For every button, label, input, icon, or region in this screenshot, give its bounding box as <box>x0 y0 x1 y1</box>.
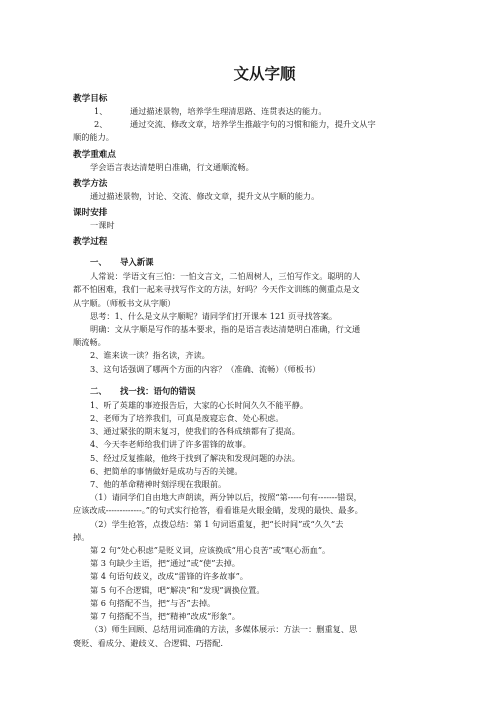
text-line: 明确：文从字顺是写作的基本要求，指的是语言表达清楚明白准确，行文通 <box>90 324 361 335</box>
text-line: 人常说：学语文有三怕：一怕文言文，二怕周树人，三怕写作文。聪明的人 <box>90 271 361 282</box>
text-line: 第 2 句“处心积虑”是贬义词，应该换成“用心良苦”或“呕心沥血”。 <box>90 545 331 556</box>
section-heading: 一、 导入新课 <box>90 257 154 268</box>
goal-item: 2、 通过交流、修改文章，培养学生推敲字句的习惯和能力，提升文从字 <box>94 119 376 130</box>
text-line: 第 4 句语句歧义，改成“雷锋的许多故事”。 <box>90 571 248 582</box>
text-line: 顺流畅。 <box>73 337 106 348</box>
text-line: 5、经过反复推敲，他终于找到了解决和发现问题的办法。 <box>90 452 300 463</box>
focus-heading: 教学重难点 <box>73 149 116 160</box>
text-line: 第 7 句搭配不当，把“精神”改成“形象”。 <box>90 611 240 622</box>
text-line: （2）学生抢答，点拨总结：第 1 句词语重复，把“长时间”或“久久”去 <box>90 518 344 529</box>
text-line: 2、老师为了培养我们，可真是废寝忘食、处心积虑。 <box>90 413 284 424</box>
text-line: （1）请同学们自由地大声朗读，两分钟以后，按照“第-----句有-------错误， <box>90 492 362 503</box>
section-body <box>73 270 456 376</box>
document-title: 文从字顺 <box>233 65 296 83</box>
goal-item-continued: 顺的能力。 <box>73 132 114 143</box>
text-line: 掉。 <box>73 531 90 542</box>
text-line: 思考：1、什么是文从字顺呢？请同学们打开课本 121 页寻找答案。 <box>90 310 338 321</box>
schedule-heading: 课时安排 <box>73 208 108 219</box>
section-body <box>73 399 456 650</box>
text-line: 应该改成-------------。”的句式实行抢答，看看谁是火眼金睛，发现的最快、最多。 <box>73 505 363 516</box>
text-line: 第 5 句不合逻辑，吧“解决”和“发现”调换位置。 <box>90 584 265 595</box>
focus-text: 学会语言表达清楚明白准确，行文通顺流畅。 <box>90 161 254 172</box>
text-line: 第 3 句缺少主语，把“通过”或“使”去掉。 <box>90 558 240 569</box>
goals-heading: 教学目标 <box>73 94 108 104</box>
text-line: 都不怕困难，我们一起来寻找写作文的方法，好吗？今天作文训练的侧重点是文 <box>73 284 360 295</box>
text-line: 1、听了英雄的事迹报告后，大家的心长时间久久不能平静。 <box>90 399 309 410</box>
text-line: 第 6 句搭配不当，把“与否”去掉。 <box>90 597 216 608</box>
schedule-text: 一课时 <box>90 220 115 231</box>
text-line: 2、谁来读一读？指名读，齐读。 <box>90 350 210 361</box>
text-line: 从字顺。（师板书文从字顺） <box>73 297 176 308</box>
text-line: 3、通过紧张的期末复习，使我们的各科成绩都有了提高。 <box>90 426 300 437</box>
section-heading: 二、 找一找：语句的错误 <box>90 385 196 396</box>
text-line: 6、把简单的事情做好是成功与否的关键。 <box>90 465 243 476</box>
text-line: 3、这句话强调了哪两个方面的内容？（准确、流畅）（师板书） <box>90 363 321 374</box>
text-line: （3）师生回顾、总结用词准确的方法，多媒体展示：方法一：删重复、思 <box>90 624 358 635</box>
method-text: 通过描述景物，讨论、交流、修改文章，提升文从字顺的能力。 <box>90 190 320 201</box>
text-line: 褒贬、看成分、避歧义、合逻辑、巧搭配. <box>73 637 223 648</box>
process-heading: 教学过程 <box>73 237 108 248</box>
goal-item: 1、 通过描述景物，培养学生理清思路、连贯表达的能力。 <box>94 106 327 116</box>
text-line: 7、他的革命精神时刻浮现在我眼前。 <box>90 479 227 490</box>
method-heading: 教学方法 <box>73 178 108 189</box>
text-line: 4、今天李老师给我们讲了许多雷锋的故事。 <box>90 439 251 450</box>
